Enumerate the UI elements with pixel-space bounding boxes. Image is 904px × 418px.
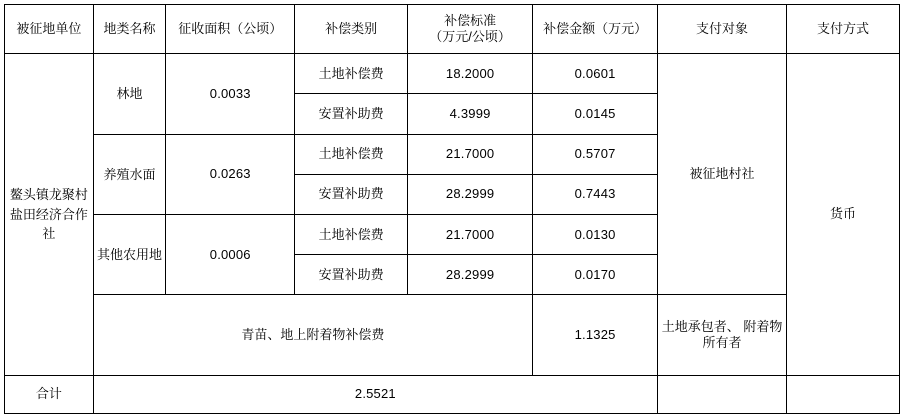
cell-total-amount: 2.5521	[93, 375, 657, 413]
cell-attachment-amount: 1.1325	[533, 295, 658, 375]
cell-category: 安置补助费	[295, 174, 408, 214]
cell-amount: 0.0601	[533, 54, 658, 94]
cell-payee-village: 被征地村社	[658, 54, 787, 295]
table-header-row	[5, 5, 900, 54]
cell-amount: 0.0170	[533, 255, 658, 295]
cell-land-type: 养殖水面	[93, 134, 166, 214]
compensation-table	[4, 4, 900, 414]
cell-payment-method: 货币	[787, 54, 900, 376]
cell-unit-name: 鳌头镇龙聚村盐田经济合作社	[5, 54, 94, 376]
cell-area: 0.0033	[166, 54, 295, 134]
cell-total-method-empty	[787, 375, 900, 413]
header-standard-line2: （万元/公顷）	[429, 29, 511, 45]
cell-amount: 0.0145	[533, 94, 658, 134]
cell-standard: 21.7000	[408, 134, 533, 174]
cell-attachment-label: 青苗、地上附着物补偿费	[93, 295, 532, 375]
cell-total-payee-empty	[658, 375, 787, 413]
cell-category: 土地补偿费	[295, 134, 408, 174]
header-amount: 补偿金额（万元）	[533, 5, 658, 54]
header-unit: 被征地单位	[5, 5, 94, 54]
cell-land-type: 林地	[93, 54, 166, 134]
cell-attachment-payee-line2: 附着物所有者	[702, 318, 783, 351]
header-category: 补偿类别	[295, 5, 408, 54]
cell-total-label: 合计	[5, 375, 94, 413]
table-row-total	[5, 375, 900, 413]
header-payment-method: 支付方式	[787, 5, 900, 54]
cell-area: 0.0263	[166, 134, 295, 214]
cell-standard: 28.2999	[408, 255, 533, 295]
cell-amount: 0.5707	[533, 134, 658, 174]
cell-standard: 18.2000	[408, 54, 533, 94]
cell-area: 0.0006	[166, 215, 295, 295]
header-standard	[408, 5, 533, 54]
cell-category: 安置补助费	[295, 94, 408, 134]
cell-amount: 0.0130	[533, 215, 658, 255]
cell-standard: 21.7000	[408, 215, 533, 255]
cell-category: 安置补助费	[295, 255, 408, 295]
cell-attachment-payee	[658, 295, 787, 375]
header-area: 征收面积（公顷）	[166, 5, 295, 54]
cell-standard: 28.2999	[408, 174, 533, 214]
header-standard-line1: 补偿标准	[444, 12, 497, 28]
cell-standard: 4.3999	[408, 94, 533, 134]
cell-land-type: 其他农用地	[93, 215, 166, 295]
table-row	[5, 54, 900, 94]
cell-attachment-payee-line1: 土地承包者、	[661, 318, 740, 334]
cell-category: 土地补偿费	[295, 54, 408, 94]
cell-category: 土地补偿费	[295, 215, 408, 255]
header-land-type: 地类名称	[93, 5, 166, 54]
header-payee: 支付对象	[658, 5, 787, 54]
table-row-attachment	[5, 295, 900, 375]
cell-amount: 0.7443	[533, 174, 658, 214]
